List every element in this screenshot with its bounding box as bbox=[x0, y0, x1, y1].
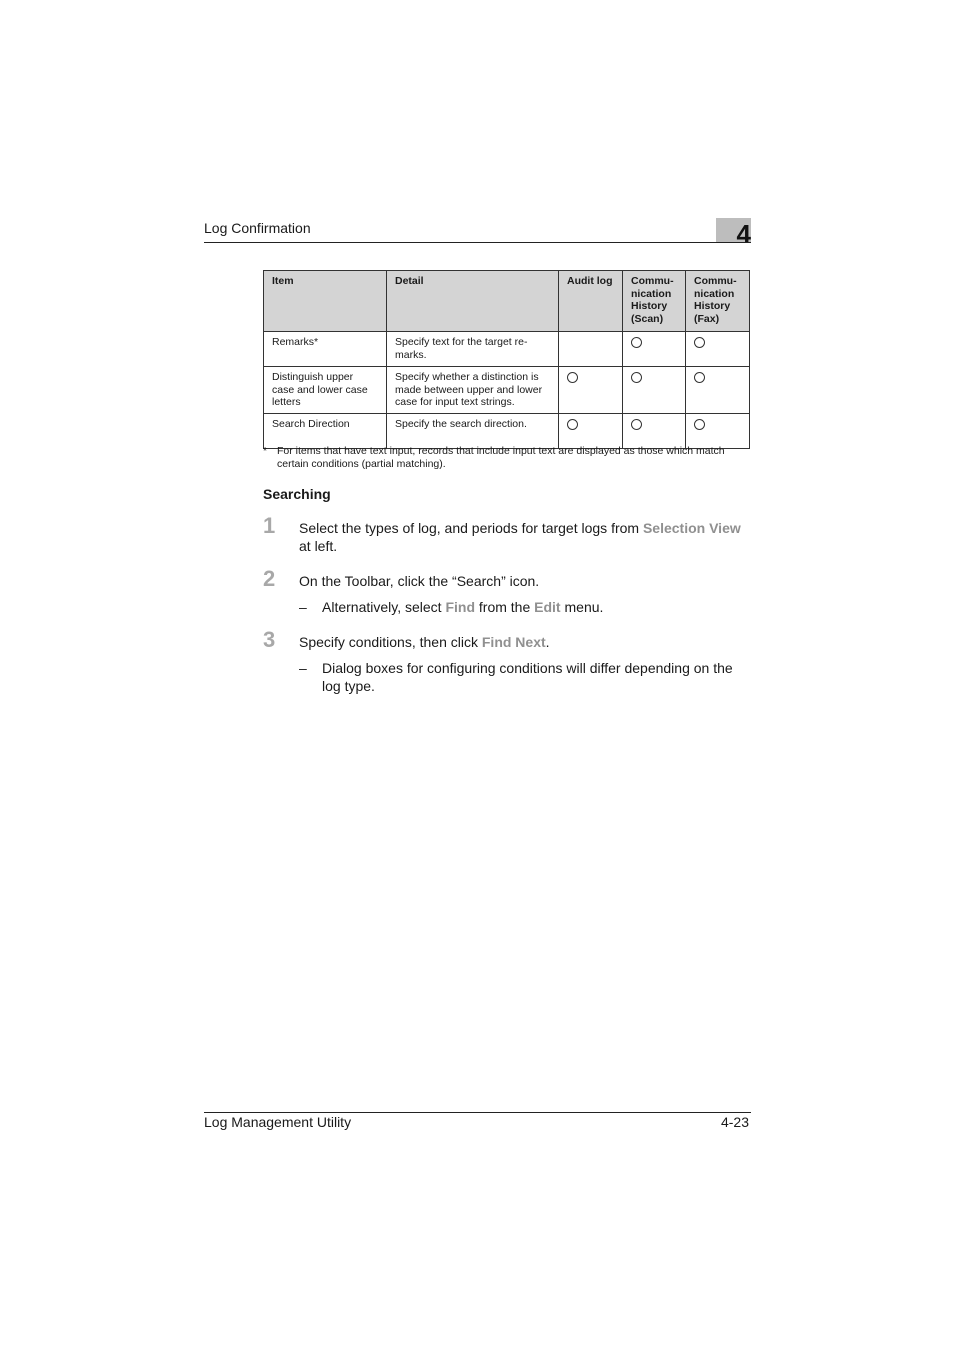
column-header-label: Audit log bbox=[567, 275, 613, 287]
sub-step-dash: – bbox=[299, 660, 307, 676]
cell-item: Search Direction bbox=[264, 413, 387, 448]
ui-term-find-next: Find Next bbox=[481, 634, 546, 650]
circle-mark-icon bbox=[694, 372, 705, 383]
cell-fax bbox=[686, 413, 750, 448]
sub-step-text bbox=[322, 599, 750, 617]
search-conditions-table bbox=[263, 270, 750, 449]
column-header-label: (Fax) bbox=[694, 312, 720, 325]
step-text: On the Toolbar, click the “Search” icon. bbox=[299, 573, 540, 589]
cell-audit bbox=[559, 413, 623, 448]
circle-mark-icon bbox=[567, 372, 578, 383]
cell-detail: Specify whether a distinction is made between upper and lower case for input text strings. bbox=[387, 367, 559, 414]
column-header-label: nication bbox=[694, 287, 735, 300]
circle-mark-icon bbox=[694, 419, 705, 430]
page-number: 4-23 bbox=[720, 1114, 749, 1130]
sub-step-text-part: from the bbox=[475, 599, 535, 615]
table-row bbox=[264, 413, 750, 448]
column-header-label: nication bbox=[631, 287, 672, 300]
running-header-title: Log Confirmation bbox=[204, 220, 311, 236]
column-header-item bbox=[264, 271, 387, 332]
cell-fax bbox=[686, 367, 750, 414]
step-number: 1 bbox=[263, 513, 276, 538]
step-number: 3 bbox=[263, 627, 276, 652]
table-row bbox=[264, 367, 750, 414]
ui-term-selection-view: Selection View bbox=[642, 520, 741, 536]
ui-term-edit: Edit bbox=[534, 599, 561, 615]
chapter-number: 4 bbox=[736, 219, 751, 249]
sub-step-text-part: menu. bbox=[560, 599, 604, 615]
cell-detail: Specify the search direction. bbox=[387, 413, 559, 448]
table-row bbox=[264, 332, 750, 367]
column-header-label: History bbox=[694, 300, 731, 312]
column-header-label: Commu- bbox=[631, 275, 674, 287]
table-header-row bbox=[264, 271, 750, 332]
circle-mark-icon bbox=[567, 419, 578, 430]
column-header-detail bbox=[387, 271, 559, 332]
sub-step-text-part: Alternatively, select bbox=[322, 599, 446, 615]
cell-fax bbox=[686, 332, 750, 367]
footer-title: Log Management Utility bbox=[204, 1114, 352, 1130]
cell-detail: Specify text for the target re-marks. bbox=[387, 332, 559, 367]
cell-item: Remarks* bbox=[264, 332, 387, 367]
circle-mark-icon bbox=[631, 419, 642, 430]
footnote-text: For items that have text input, records that include input text are displayed as those which match certain conditions (partial matching). bbox=[277, 445, 725, 470]
header-divider bbox=[204, 242, 751, 243]
cell-item: Distinguish upper case and lower case letters bbox=[264, 367, 387, 414]
cell-audit bbox=[559, 332, 623, 367]
step-number: 2 bbox=[263, 566, 276, 591]
circle-mark-icon bbox=[631, 337, 642, 348]
column-header-comm-history-scan bbox=[623, 271, 686, 332]
step-text bbox=[299, 634, 749, 652]
footer-divider bbox=[204, 1112, 751, 1113]
cell-audit bbox=[559, 367, 623, 414]
step-text-part: Select the types of log, and periods for target logs from bbox=[299, 520, 643, 536]
cell-scan bbox=[623, 332, 686, 367]
ui-term-find: Find bbox=[445, 599, 476, 615]
step-text-part: . bbox=[545, 634, 550, 650]
step-text bbox=[299, 520, 749, 555]
sub-step-text: Dialog boxes for configuring conditions will differ depending on the log type. bbox=[322, 660, 733, 694]
sub-step-dash: – bbox=[299, 599, 307, 615]
cell-scan bbox=[623, 367, 686, 414]
column-header-label: History bbox=[631, 300, 668, 312]
table-body bbox=[264, 332, 750, 449]
column-header-comm-history-fax bbox=[686, 271, 750, 332]
column-header-label: Item bbox=[272, 275, 294, 287]
column-header-label: (Scan) bbox=[631, 312, 664, 325]
column-header-label: Detail bbox=[395, 275, 424, 287]
circle-mark-icon bbox=[631, 372, 642, 383]
circle-mark-icon bbox=[694, 337, 705, 348]
step-text-part: at left. bbox=[299, 537, 338, 554]
step-text-part: Specify conditions, then click bbox=[299, 634, 482, 650]
cell-scan bbox=[623, 413, 686, 448]
footnote-marker: * bbox=[263, 445, 268, 457]
section-heading: Searching bbox=[263, 486, 331, 502]
column-header-label: Commu- bbox=[694, 275, 737, 287]
column-header-audit-log bbox=[559, 271, 623, 332]
